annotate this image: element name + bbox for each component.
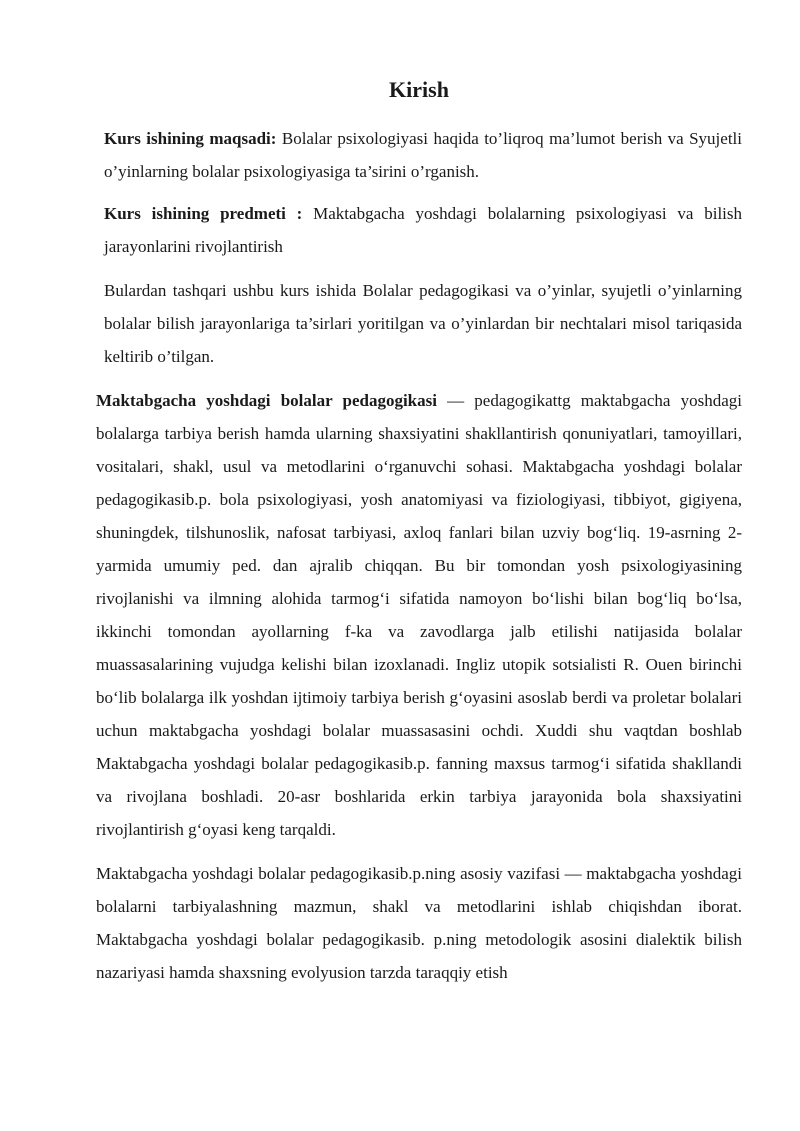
- page-title: Kirish: [389, 77, 449, 102]
- goal-text: Bolalar psixologiyasi haqida to’liqroq ma’lumot berish va Syujetli o’yinlarning bolalar psixologiyasiga ta’sirini o’rganish.: [104, 129, 742, 181]
- subject-text: Maktabgacha yoshdagi bolalarning psixologiyasi va bilish jarayonlarini rivojlantirish: [104, 204, 743, 256]
- document-page: [96, 72, 742, 989]
- paragraph-tasks: [96, 857, 742, 989]
- definition-text: — pedagogikattg maktabgacha yoshdagi bolalarga tarbiya berish hamda ularning shaxsiyatini shakllantirish qonuniyatlari, tamoyillari, vositalari, shakl, usul va metodlarini oʻrganuvchi sohasi. Maktabgacha yoshdagi bolalar pedagogikasib.p. bola psixologiyasi, yosh anatomiyasi va fiziologiyasi, tibbiyot, gigiyena, shuningdek, tilshunoslik, nafosat tarbiyasi, axloq fanlari bilan uzviy bogʻliq. 19-asrning 2-yarmida umumiy ped. dan ajralib chiqqan. Bu bir tomondan yosh psixologiyasining rivojlanishi va ilmning alohida tarmogʻi sifatida namoyon boʻlishi bilan bogʻliq boʻlsa, ikkinchi tomondan ayollarning f-ka va zavodlarga jalb etilishi natijasida bolalar muassasalarining vujudga kelishi bilan izoxlanadi. Ingliz utopik sotsialisti R. Ouen birinchi boʻlib bolalarga ilk yoshdan ijtimoiy tarbiya berish gʻoyasini asoslab berdi va proletar bolalari uchun maktabgacha yoshdagi bolalar muassasasini ochdi. Xuddi shu vaqtdan boshlab Maktabgacha yoshdagi bolalar pedagogikasib.p. fanning maxsus tarmogʻi sifatida shakllandi va rivojlana boshladi. 20-asr boshlarida erkin tarbiya jarayonida bola shaxsiyatini rivojlantirish gʻoyasi keng tarqaldi.: [96, 391, 742, 839]
- overview-text: Bulardan tashqari ushbu kurs ishida Bolalar pedagogikasi va o’yinlar, syujetli o’yinlarning bolalar bilish jarayonlariga ta’sirlari yoritilgan va o’yinlardan bir nechtalari misol tariqasida keltirib o’tilgan.: [104, 281, 742, 366]
- subject-label: Kurs ishining predmeti :: [104, 204, 303, 223]
- paragraph-subject: [96, 197, 742, 263]
- paragraph-overview: [96, 274, 742, 373]
- paragraph-definition: [96, 384, 742, 846]
- definition-label: Maktabgacha yoshdagi bolalar pedagogikasi: [96, 391, 437, 410]
- tasks-text: Maktabgacha yoshdagi bolalar pedagogikasib.p.ning asosiy vazifasi — maktabgacha yoshdagi bolalarni tarbiyalashning mazmun, shakl va metodlarini ishlab chiqishdan iborat. Maktabgacha yoshdagi bolalar pedagogikasib. p.ning metodologik asosini dialektik bilish nazariyasi hamda shaxsning evolyusion tarzda taraqqiy etish: [96, 864, 742, 982]
- goal-label: Kurs ishining maqsadi:: [104, 129, 277, 148]
- paragraph-goal: [96, 122, 742, 188]
